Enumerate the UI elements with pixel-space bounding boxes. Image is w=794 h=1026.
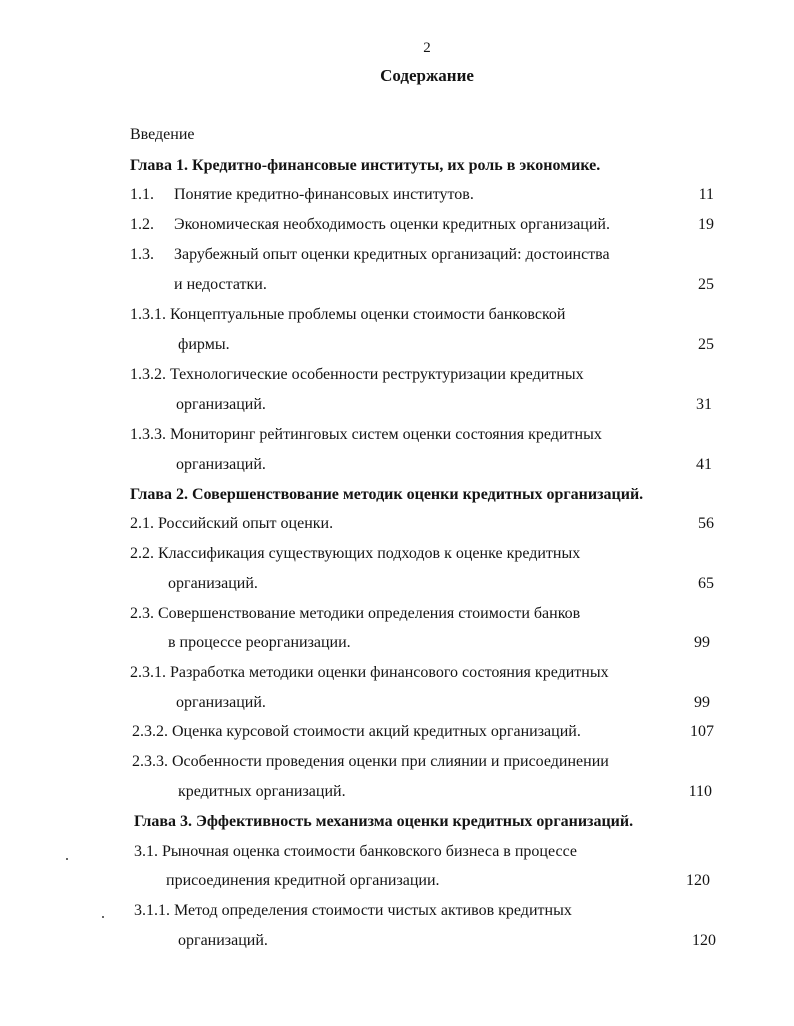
toc-entry-text: 2.2. Классификация существующих подходов к оценке кредитных (130, 545, 581, 562)
page-number: 2 (423, 40, 431, 56)
toc-entry-page: 25 (698, 336, 714, 353)
scan-speck (102, 916, 104, 918)
toc-entry-text: 3.1. Рыночная оценка стоимости банковского бизнеса в процессе (134, 843, 577, 860)
toc-entry-text: 1.3.2. Технологические особенности реструктуризации кредитных (130, 366, 584, 383)
toc-entry-text: Понятие кредитно-финансовых институтов. (174, 186, 474, 203)
toc-entry-page: 110 (688, 783, 712, 800)
toc-entry-text-continued: организаций. (176, 694, 266, 711)
chapter-3-heading: Глава 3. Эффективность механизма оценки кредитных организаций. (134, 813, 634, 830)
toc-entry-text-continued: организаций. (176, 456, 266, 473)
toc-entry-text: Зарубежный опыт оценки кредитных организаций: достоинства (174, 246, 610, 263)
toc-entry-page: 120 (692, 932, 716, 949)
toc-entry-page: 99 (694, 634, 710, 651)
toc-entry-page: 11 (698, 186, 714, 203)
toc-entry-text: 3.1.1. Метод определения стоимости чистых активов кредитных (134, 902, 572, 919)
toc-entry-text: Экономическая необходимость оценки кредитных организаций. (174, 216, 610, 233)
toc-entry-num: 1.3. (130, 246, 154, 263)
toc-entry-text: 2.3.2. Оценка курсовой стоимости акций кредитных организаций. (132, 723, 581, 740)
toc-entry-text-continued: в процессе реорганизации. (168, 634, 351, 651)
toc-entry-page: 107 (690, 723, 714, 740)
scan-speck (66, 858, 68, 860)
toc-entry-num: 1.2. (130, 216, 154, 233)
toc-entry-page: 31 (696, 396, 712, 413)
toc-entry-text-continued: и недостатки. (174, 276, 267, 293)
toc-entry-page: 65 (698, 575, 714, 592)
toc-entry-text: 2.1. Российский опыт оценки. (130, 515, 334, 532)
toc-entry-text: 2.3.3. Особенности проведения оценки при слиянии и присоединении (132, 753, 609, 770)
toc-entry-page: 120 (686, 872, 710, 889)
toc-entry-text-continued: присоединения кредитной организации. (166, 872, 440, 889)
chapter-1-heading: Глава 1. Кредитно-финансовые институты, их роль в экономике. (130, 157, 601, 174)
toc-entry-page: 25 (698, 276, 714, 293)
chapter-2-heading: Глава 2. Совершенствование методик оценки кредитных организаций. (130, 486, 644, 503)
toc-entry-text: 2.3. Совершенствование методики определения стоимости банков (130, 605, 581, 622)
toc-entry-page: 19 (698, 216, 714, 233)
toc-entry-text-continued: организаций. (178, 932, 268, 949)
toc-title: Содержание (380, 66, 474, 85)
toc-entry-text-continued: организаций. (168, 575, 258, 592)
toc-entry-page: 56 (698, 515, 714, 532)
toc-entry-text-continued: организаций. (176, 396, 266, 413)
toc-entry-num: 1.1. (130, 186, 154, 203)
toc-entry-text-continued: кредитных организаций. (178, 783, 346, 800)
toc-entry-text: 1.3.3. Мониторинг рейтинговых систем оценки состояния кредитных (130, 426, 602, 443)
toc-intro: Введение (130, 126, 195, 143)
toc-entry-text: 2.3.1. Разработка методики оценки финансового состояния кредитных (130, 664, 609, 681)
toc-entry-page: 99 (694, 694, 710, 711)
toc-entry-text: 1.3.1. Концептуальные проблемы оценки стоимости банковской (130, 306, 566, 323)
toc-entry-page: 41 (696, 456, 712, 473)
toc-entry-text-continued: фирмы. (178, 336, 230, 353)
